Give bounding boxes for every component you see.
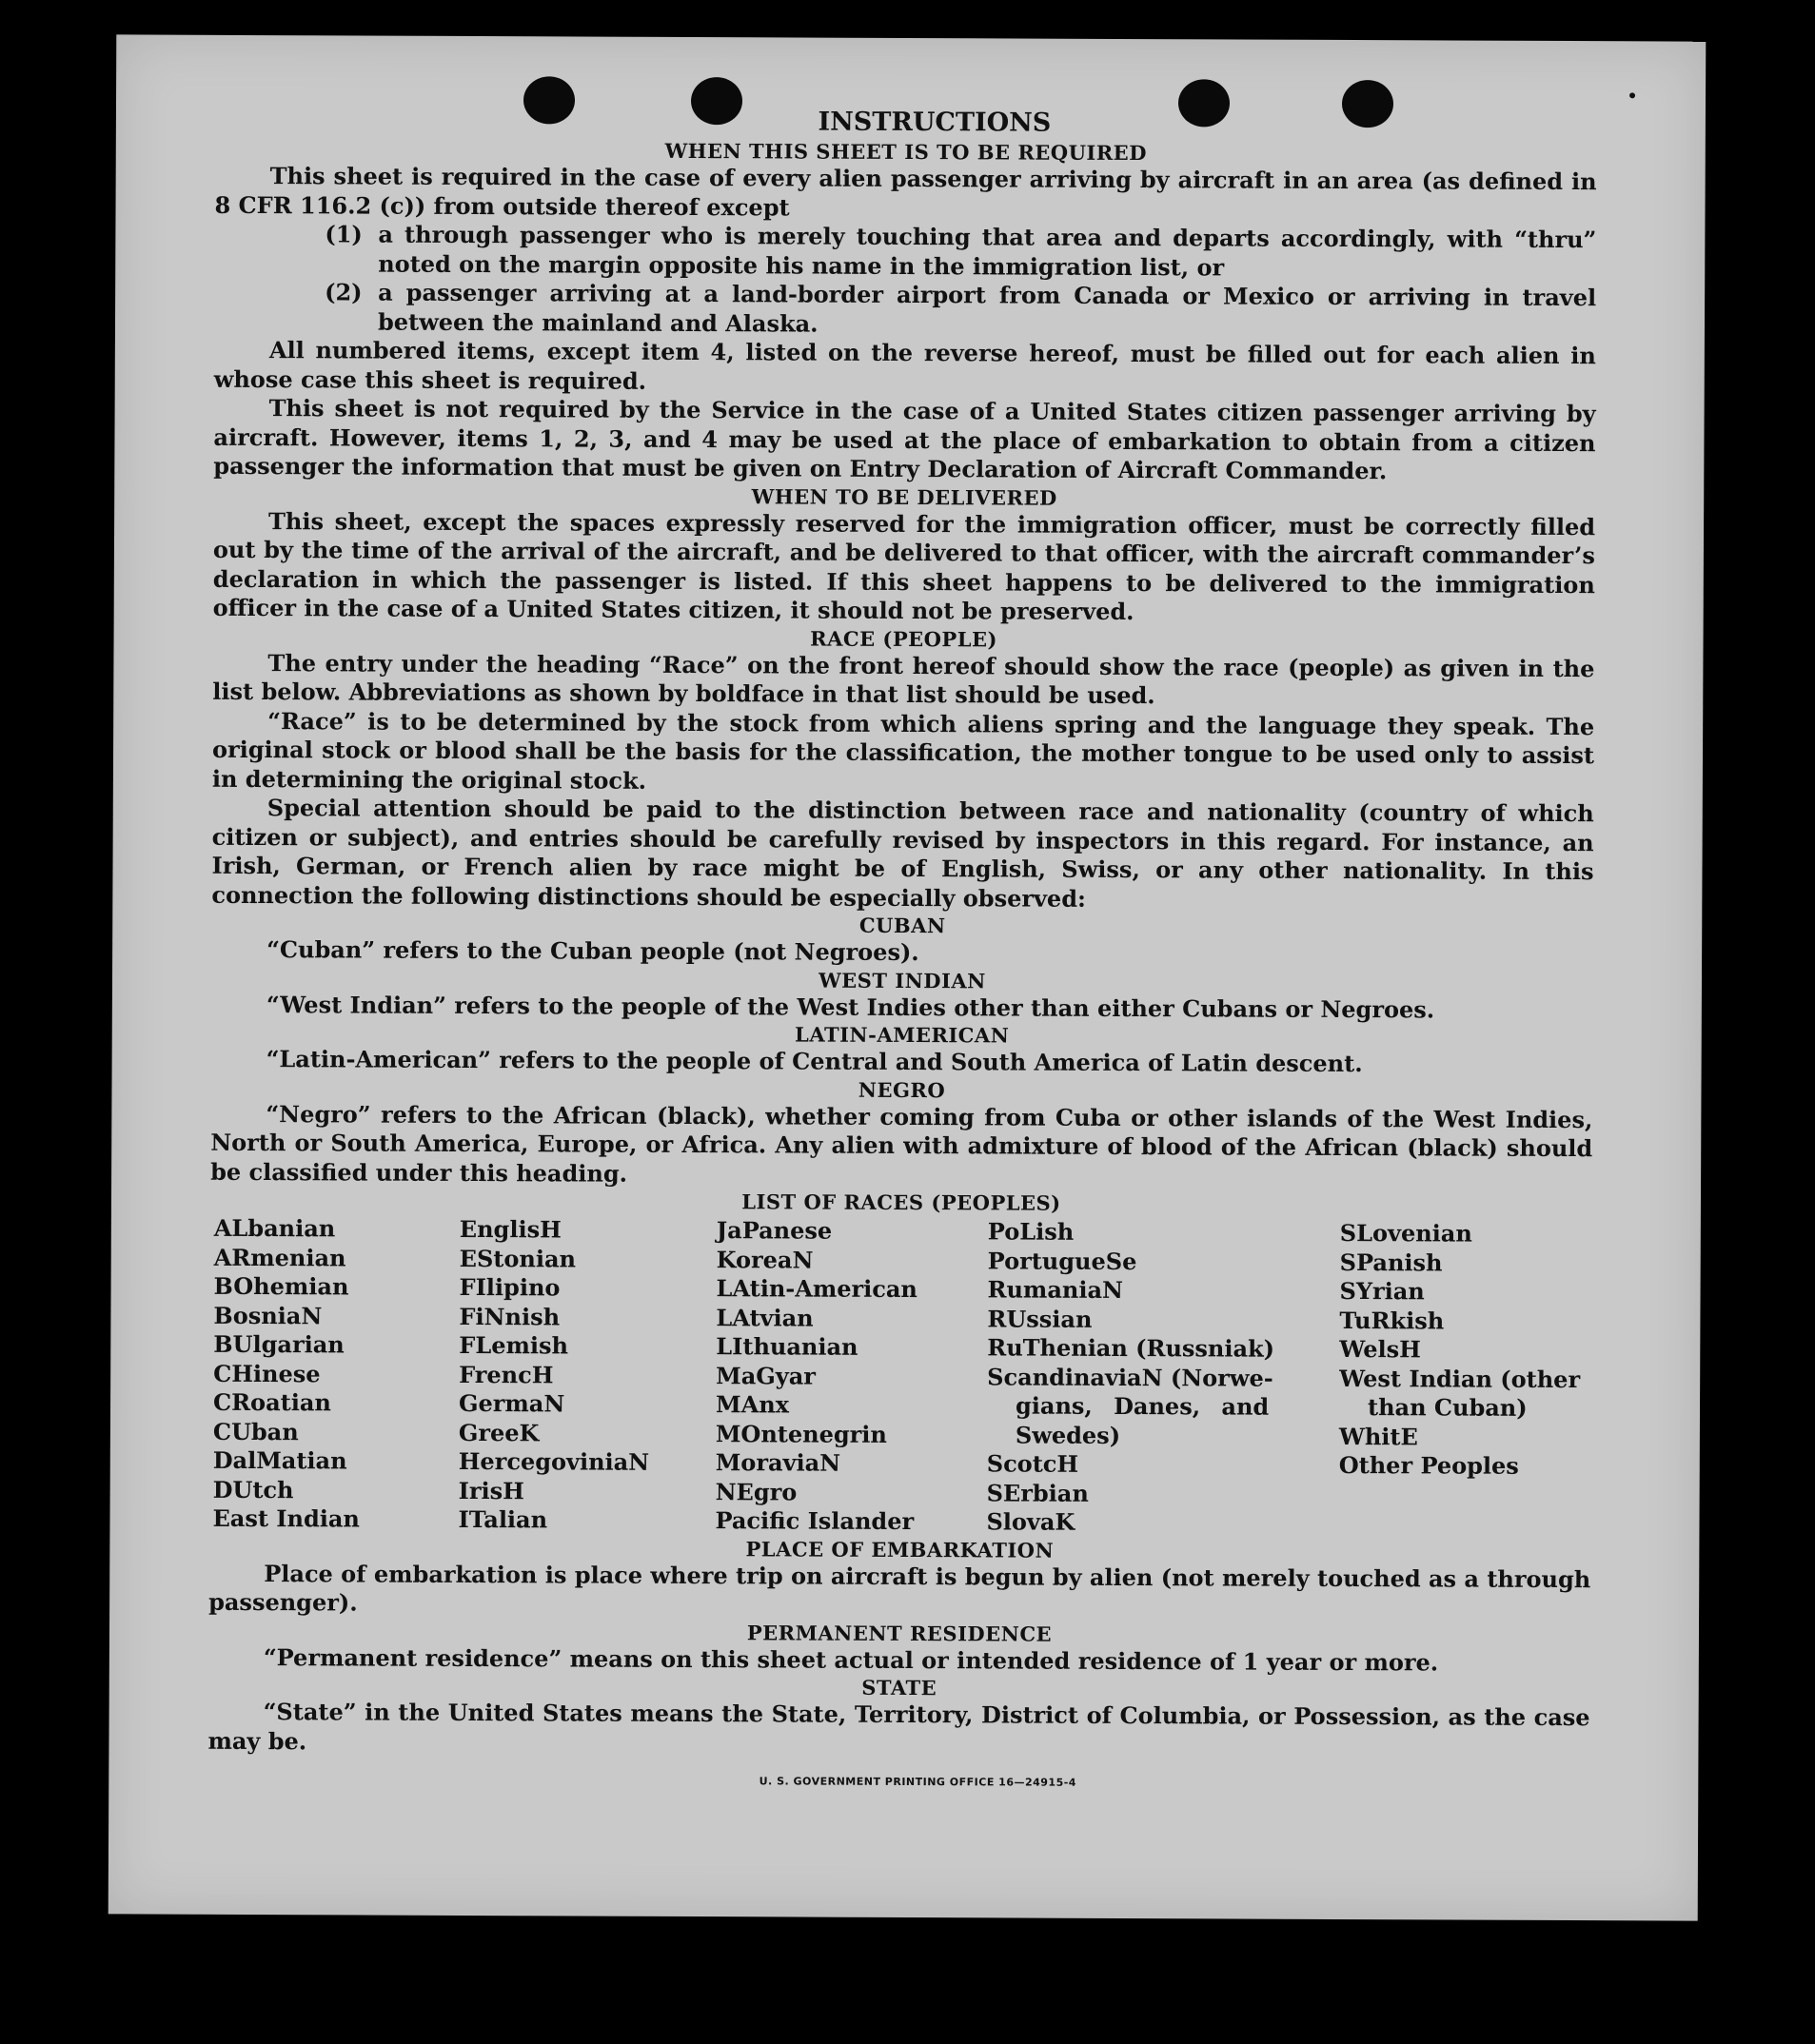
- race-entry: NEgro: [715, 1477, 798, 1506]
- heading-cuban: CUBAN: [858, 913, 946, 938]
- heading-race: RACE (PEOPLE): [810, 626, 998, 651]
- race-entry: MoraviaN: [715, 1448, 841, 1477]
- paragraph: “Negro” refers to the African (black), whether coming from Cuba or other islands of the West Indies, North or South America, Europe, or Africa. Any alien with admixture of blood of the African (black) should be classified under this heading.: [210, 1099, 1593, 1188]
- paragraph: This sheet is not required by the Service in the case of a United States citizen passenger arriving by aircraft. However, items 1, 2, 3, and 4 may be used at the place of embarkation to obtain from a citizen passenger the information that must be given on Entry Declaration of Aircraft Commander.: [213, 394, 1596, 485]
- paragraph: “Permanent residence” means on this sheet actual or intended residence of 1 year or more.: [263, 1642, 1439, 1676]
- races-table: [212, 1214, 1591, 1540]
- race-entry: East Indian: [212, 1504, 360, 1533]
- race-entry: than Cuban): [1367, 1393, 1528, 1422]
- race-entry: JaPanese: [716, 1216, 833, 1245]
- race-entry: CUban: [212, 1417, 299, 1445]
- race-entry: ScotcH: [986, 1449, 1079, 1478]
- race-entry: LIthuanian: [716, 1332, 858, 1361]
- race-entry: LAtin-American: [716, 1274, 917, 1304]
- race-entry: SlovaK: [986, 1507, 1075, 1536]
- race-entry: ScandinaviaN (Norwe-: [987, 1362, 1273, 1392]
- paragraph: The entry under the heading “Race” on the front hereof should show the race (people) as given in the list below. Abbreviations as shown by boldface in that list should be used.: [212, 648, 1595, 710]
- race-entry: SYrian: [1339, 1276, 1425, 1306]
- paragraph: “Race” is to be determined by the stock from which aliens spring and the language they speak. The original stock or blood shall be the basis for the classification, the mother tongue to be used only to assist in determining the original stock.: [211, 706, 1595, 795]
- race-entry: MOntenegrin: [715, 1419, 887, 1448]
- race-entry: FLemish: [459, 1330, 569, 1360]
- race-entry: BUlgarian: [213, 1329, 345, 1359]
- race-entry: MaGyar: [716, 1361, 817, 1390]
- heading-embarkation: PLACE OF EMBARKATION: [745, 1536, 1055, 1562]
- race-entry: EnglisH: [459, 1214, 562, 1244]
- paragraph: This sheet is required in the case of every alien passenger arriving by aircraft in an area (as defined in 8 CFR 116.2 (c)) from outside thereof except: [214, 162, 1597, 221]
- race-entry: BosniaN: [213, 1301, 323, 1329]
- races-column-3: [715, 1216, 987, 1537]
- paragraph: Special attention should be paid to the distinction between race and nationality (country of which citizen or subject), and entries should be carefully revised by inspectors in this regard. For instance, an Irish, German, or French alien by race might be of English, Swiss, or any other nationality. In this connection the following distinctions should be especially observed:: [211, 794, 1594, 913]
- race-entry: TuRkish: [1339, 1306, 1445, 1334]
- heading-required: WHEN THIS SHEET IS TO BE REQUIRED: [664, 138, 1147, 166]
- race-entry: WhitE: [1338, 1422, 1418, 1450]
- heading-state: STATE: [861, 1675, 937, 1700]
- race-entry: MAnx: [715, 1390, 790, 1419]
- race-entry: CHinese: [213, 1359, 321, 1387]
- race-entry: IrisH: [458, 1476, 524, 1504]
- heading-delivered: WHEN TO BE DELIVERED: [751, 483, 1057, 510]
- heading-negro: NEGRO: [858, 1077, 946, 1102]
- paragraph: “West Indian” refers to the people of the West Indies other than either Cubans or Negroes.: [266, 990, 1435, 1023]
- race-entry: ITalian: [458, 1504, 548, 1534]
- race-entry: HercegoviniaN: [458, 1446, 650, 1476]
- heading-latin-american: LATIN-AMERICAN: [795, 1022, 1010, 1048]
- printing-office-imprint: U. S. GOVERNMENT PRINTING OFFICE 16—24915-4: [759, 1775, 1077, 1789]
- races-column-2: [458, 1215, 716, 1536]
- instructions-content: [207, 104, 1597, 1800]
- race-entry: FiNnish: [459, 1302, 561, 1330]
- race-entry: FrencH: [459, 1360, 554, 1388]
- race-entry: RuThenian (Russniak): [987, 1333, 1275, 1363]
- speck: [1629, 92, 1635, 98]
- race-entry: KoreaN: [716, 1245, 814, 1274]
- race-entry: LAtvian: [716, 1303, 814, 1332]
- races-column-5: [1338, 1219, 1595, 1540]
- race-entry: GermaN: [458, 1388, 565, 1418]
- paragraph: “Latin-American” refers to the people of Central and South America of Latin descent.: [266, 1045, 1363, 1078]
- paragraph: This sheet, except the spaces expressly reserved for the immigration officer, must be correctly filled out by the time of the arrival of the aircraft, and be delivered to that officer, with the aircraft commander’s declaration in which the passenger is listed. If this sheet happens to be delivered to the immigration officer in the case of a United States citizen, it should not be preserved.: [212, 506, 1596, 626]
- race-entry: GreeK: [458, 1418, 540, 1446]
- race-entry: Swedes): [1015, 1421, 1121, 1449]
- race-entry: DalMatian: [212, 1445, 347, 1475]
- paragraph: “Cuban” refers to the Cuban people (not Negroes).: [266, 935, 919, 967]
- item-text: a through passenger who is merely touching that area and departs accordingly, with “thru” noted on the margin opposite his name in the immigration list, or: [378, 220, 1597, 281]
- page-title: INSTRUCTIONS: [818, 107, 1052, 138]
- race-entry: RUssian: [987, 1304, 1093, 1333]
- race-entry: SLovenian: [1339, 1218, 1472, 1248]
- item-text: a passenger arriving at a land-border airport from Canada or Mexico or arriving in travel between the mainland and Alaska.: [377, 278, 1597, 338]
- race-entry: SErbian: [986, 1478, 1089, 1507]
- item-number: (2): [325, 278, 363, 306]
- race-entry: Pacific Islander: [715, 1506, 915, 1536]
- list-item: [325, 278, 1596, 342]
- race-entry: ARmenian: [213, 1243, 346, 1271]
- paragraph: All numbered items, except item 4, listed on the reverse hereof, must be filled out for each alien in whose case this sheet is required.: [213, 336, 1596, 395]
- race-entry: BOhemian: [213, 1271, 349, 1301]
- race-entry: PoLish: [987, 1217, 1075, 1246]
- race-entry: SPanish: [1339, 1248, 1443, 1276]
- races-column-1: [212, 1214, 459, 1535]
- race-entry: DUtch: [212, 1475, 294, 1504]
- document-sheet: [109, 34, 1706, 1920]
- race-entry: West Indian (other: [1339, 1364, 1581, 1393]
- heading-permanent-residence: PERMANENT RESIDENCE: [746, 1620, 1053, 1646]
- race-entry: PortugueSe: [987, 1246, 1137, 1275]
- heading-west-indian: WEST INDIAN: [819, 968, 986, 993]
- paragraph: Place of embarkation is place where trip on aircraft is begun by alien (not merely touched as a through passenger).: [208, 1559, 1591, 1617]
- race-entry: Other Peoples: [1338, 1450, 1519, 1480]
- heading-list-of-races: LIST OF RACES (PEOPLES): [741, 1189, 1061, 1215]
- race-entry: RumaniaN: [987, 1275, 1124, 1304]
- races-column-4: [986, 1217, 1339, 1538]
- race-entry: ALbanian: [213, 1213, 336, 1243]
- race-entry: EStonian: [459, 1244, 577, 1272]
- item-number: (1): [325, 220, 363, 248]
- list-item: [325, 220, 1596, 284]
- race-entry: FIlipino: [459, 1272, 561, 1302]
- race-entry: CRoatian: [212, 1387, 331, 1417]
- race-entry: WelsH: [1339, 1334, 1421, 1364]
- paragraph: “State” in the United States means the State, Territory, District of Columbia, or Possession, as the case may be.: [207, 1698, 1590, 1755]
- race-entry: gians, Danes, and: [1015, 1391, 1270, 1421]
